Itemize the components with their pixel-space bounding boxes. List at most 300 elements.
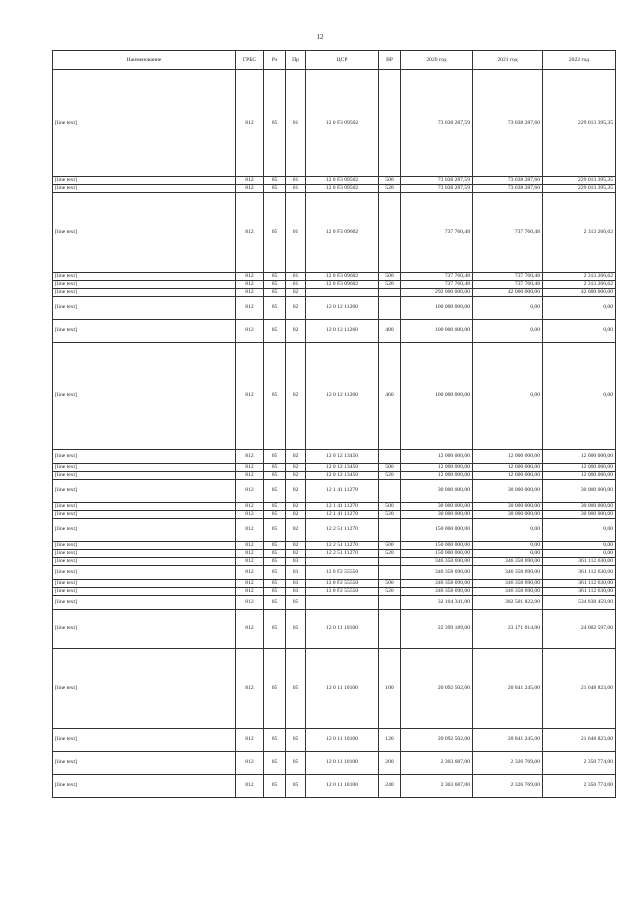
- column-header-grbs: ГРБС: [236, 51, 264, 70]
- row-csr: 12 0 11 10100: [306, 728, 379, 751]
- table-row: [53, 342, 616, 449]
- row-csr: 13 0 F2 55550: [306, 587, 379, 595]
- row-name: [line text]: [53, 463, 236, 471]
- row-name: [line text]: [53, 751, 236, 774]
- row-pr: 02: [286, 541, 306, 549]
- row-2021: 23 171 014,00: [473, 609, 543, 648]
- row-csr: 12 0 F3 09502: [306, 70, 379, 177]
- row-csr: 12 0 11 10100: [306, 609, 379, 648]
- row-pr: 02: [286, 296, 306, 319]
- row-rz: 05: [264, 342, 286, 449]
- row-2021: 382 501 822,00: [473, 595, 543, 609]
- row-name: [line text]: [53, 510, 236, 518]
- row-pr: 02: [286, 518, 306, 541]
- row-2021: 20 841 245,00: [473, 648, 543, 728]
- row-pr: 03: [286, 557, 306, 565]
- row-vr: 520: [379, 587, 401, 595]
- row-2021: 42 000 000,00: [473, 288, 543, 296]
- row-2021: 346 358 690,00: [473, 587, 543, 595]
- row-csr: 12 0 F3 09602: [306, 280, 379, 288]
- row-2021: 12 000 000,00: [473, 449, 543, 463]
- row-2020: 73 038 287,59: [401, 177, 473, 185]
- row-2022: 0,00: [543, 342, 616, 449]
- row-2022: 2 350 774,00: [543, 774, 616, 797]
- table-row: [53, 463, 616, 471]
- row-grbs: 812: [236, 192, 264, 272]
- row-2022: 0,00: [543, 541, 616, 549]
- table-row: [53, 587, 616, 595]
- row-grbs: 812: [236, 549, 264, 557]
- row-rz: 05: [264, 774, 286, 797]
- row-pr: 02: [286, 471, 306, 479]
- row-2022: 0,00: [543, 319, 616, 342]
- row-grbs: 812: [236, 449, 264, 463]
- row-2021: 0,00: [473, 342, 543, 449]
- row-2021: 12 000 000,00: [473, 471, 543, 479]
- row-vr: 500: [379, 272, 401, 280]
- row-csr: 12 0 F3 09502: [306, 177, 379, 185]
- row-pr: 05: [286, 751, 306, 774]
- row-grbs: 812: [236, 518, 264, 541]
- row-2020: 2 303 687,00: [401, 751, 473, 774]
- row-2020: 150 000 000,00: [401, 541, 473, 549]
- row-vr: [379, 595, 401, 609]
- row-name: [line text]: [53, 471, 236, 479]
- row-vr: 500: [379, 177, 401, 185]
- row-grbs: 812: [236, 502, 264, 510]
- row-csr: 12 2 51 11270: [306, 518, 379, 541]
- row-2022: 21 648 823,00: [543, 648, 616, 728]
- row-name: [line text]: [53, 296, 236, 319]
- row-grbs: 812: [236, 587, 264, 595]
- row-name: [line text]: [53, 518, 236, 541]
- row-2022: 229 013 395,35: [543, 70, 616, 177]
- row-csr: 12 1 41 11270: [306, 502, 379, 510]
- row-grbs: 812: [236, 648, 264, 728]
- row-pr: 03: [286, 565, 306, 579]
- row-name: [line text]: [53, 648, 236, 728]
- row-pr: 02: [286, 342, 306, 449]
- row-csr: 12 0 12 13450: [306, 471, 379, 479]
- column-header-2020: 2020 год: [401, 51, 473, 70]
- table-row: [53, 609, 616, 648]
- row-rz: 05: [264, 479, 286, 502]
- row-2022: 361 112 630,00: [543, 587, 616, 595]
- row-vr: 240: [379, 774, 401, 797]
- row-name: [line text]: [53, 728, 236, 751]
- row-2022: 0,00: [543, 549, 616, 557]
- row-grbs: 812: [236, 272, 264, 280]
- column-header-2022: 2022 год: [543, 51, 616, 70]
- row-grbs: 812: [236, 296, 264, 319]
- row-csr: 12 2 51 11270: [306, 549, 379, 557]
- row-csr: 12 0 12 13450: [306, 449, 379, 463]
- row-csr: 12 0 F3 09602: [306, 192, 379, 272]
- row-2021: 30 000 000,00: [473, 510, 543, 518]
- row-name: [line text]: [53, 595, 236, 609]
- row-grbs: 812: [236, 774, 264, 797]
- column-header-vr: ВР: [379, 51, 401, 70]
- row-name: [line text]: [53, 609, 236, 648]
- table-row: [53, 579, 616, 587]
- row-grbs: 812: [236, 751, 264, 774]
- column-header-pr: Пр: [286, 51, 306, 70]
- row-2020: 20 092 502,00: [401, 648, 473, 728]
- row-pr: 02: [286, 510, 306, 518]
- row-csr: [306, 288, 379, 296]
- table-body: [53, 70, 616, 798]
- row-pr: 03: [286, 587, 306, 595]
- row-vr: 500: [379, 579, 401, 587]
- row-name: [line text]: [53, 184, 236, 192]
- column-header-csr: ЦСР: [306, 51, 379, 70]
- table-row: [53, 728, 616, 751]
- row-pr: 01: [286, 272, 306, 280]
- row-2020: 30 000 000,00: [401, 510, 473, 518]
- row-pr: 02: [286, 502, 306, 510]
- table-row: [53, 774, 616, 797]
- row-rz: 05: [264, 319, 286, 342]
- row-2022: 30 000 000,00: [543, 502, 616, 510]
- row-2021: 30 000 000,00: [473, 479, 543, 502]
- row-vr: 400: [379, 319, 401, 342]
- row-name: [line text]: [53, 541, 236, 549]
- row-2022: 0,00: [543, 518, 616, 541]
- table-row: [53, 272, 616, 280]
- row-2021: 12 000 000,00: [473, 463, 543, 471]
- row-csr: [306, 557, 379, 565]
- page-number: 12: [316, 33, 324, 41]
- row-csr: [306, 595, 379, 609]
- row-name: [line text]: [53, 272, 236, 280]
- row-pr: 02: [286, 288, 306, 296]
- row-pr: 05: [286, 728, 306, 751]
- row-2022: 30 000 000,00: [543, 479, 616, 502]
- row-grbs: 812: [236, 177, 264, 185]
- row-rz: 05: [264, 177, 286, 185]
- row-2021: 73 038 287,60: [473, 177, 543, 185]
- row-rz: 05: [264, 192, 286, 272]
- row-name: [line text]: [53, 449, 236, 463]
- table-row: [53, 648, 616, 728]
- row-2021: 30 000 000,00: [473, 502, 543, 510]
- table-row: [53, 549, 616, 557]
- row-pr: 02: [286, 463, 306, 471]
- row-csr: 13 0 F2 55550: [306, 579, 379, 587]
- row-2021: 73 038 287,60: [473, 184, 543, 192]
- table-row: [53, 751, 616, 774]
- row-grbs: 812: [236, 463, 264, 471]
- row-2020: 100 000 000,00: [401, 342, 473, 449]
- row-csr: 12 0 F3 09602: [306, 272, 379, 280]
- table-row: [53, 595, 616, 609]
- row-grbs: 812: [236, 510, 264, 518]
- row-vr: 520: [379, 280, 401, 288]
- row-vr: 100: [379, 648, 401, 728]
- row-vr: [379, 609, 401, 648]
- row-2020: 150 000 000,00: [401, 518, 473, 541]
- row-name: [line text]: [53, 280, 236, 288]
- row-rz: 05: [264, 502, 286, 510]
- row-name: [line text]: [53, 288, 236, 296]
- table-row: [53, 280, 616, 288]
- row-name: [line text]: [53, 479, 236, 502]
- row-rz: 05: [264, 510, 286, 518]
- row-rz: 05: [264, 728, 286, 751]
- table-row: [53, 518, 616, 541]
- row-rz: 05: [264, 751, 286, 774]
- row-grbs: 812: [236, 728, 264, 751]
- table-row: [53, 510, 616, 518]
- row-2022: 361 112 630,00: [543, 579, 616, 587]
- row-2020: 2 303 687,00: [401, 774, 473, 797]
- table-row: [53, 288, 616, 296]
- table-row: [53, 319, 616, 342]
- row-grbs: 812: [236, 565, 264, 579]
- row-csr: 12 0 12 11260: [306, 342, 379, 449]
- row-vr: [379, 296, 401, 319]
- row-grbs: 812: [236, 288, 264, 296]
- row-pr: 05: [286, 774, 306, 797]
- row-2020: 737 760,48: [401, 272, 473, 280]
- row-csr: 12 0 11 10100: [306, 774, 379, 797]
- table-row: [53, 502, 616, 510]
- row-2022: 21 648 823,00: [543, 728, 616, 751]
- row-vr: [379, 288, 401, 296]
- row-csr: 12 1 41 11270: [306, 479, 379, 502]
- row-2020: 12 000 000,00: [401, 449, 473, 463]
- row-2020: 737 760,48: [401, 192, 473, 272]
- row-2020: 12 000 000,00: [401, 463, 473, 471]
- row-vr: [379, 449, 401, 463]
- row-2021: 737 760,48: [473, 192, 543, 272]
- row-2021: 2 326 769,00: [473, 751, 543, 774]
- row-name: [line text]: [53, 557, 236, 565]
- row-2020: 150 000 000,00: [401, 549, 473, 557]
- row-vr: 520: [379, 549, 401, 557]
- row-2021: 346 358 690,00: [473, 579, 543, 587]
- table-row: [53, 565, 616, 579]
- row-rz: 05: [264, 288, 286, 296]
- row-grbs: 812: [236, 319, 264, 342]
- row-2020: 20 092 502,00: [401, 728, 473, 751]
- row-2022: 534 838 459,00: [543, 595, 616, 609]
- row-2022: 2 313 266,62: [543, 272, 616, 280]
- row-rz: 05: [264, 280, 286, 288]
- row-2021: 20 841 245,00: [473, 728, 543, 751]
- row-grbs: 812: [236, 342, 264, 449]
- row-2020: 32 104 341,00: [401, 595, 473, 609]
- row-rz: 05: [264, 184, 286, 192]
- row-rz: 05: [264, 595, 286, 609]
- row-grbs: 812: [236, 471, 264, 479]
- row-rz: 05: [264, 648, 286, 728]
- row-grbs: 812: [236, 579, 264, 587]
- row-2021: 0,00: [473, 518, 543, 541]
- row-rz: 05: [264, 557, 286, 565]
- table-row: [53, 192, 616, 272]
- row-csr: 12 0 F3 09502: [306, 184, 379, 192]
- column-header-2021: 2021 год: [473, 51, 543, 70]
- row-grbs: 812: [236, 609, 264, 648]
- row-name: [line text]: [53, 774, 236, 797]
- row-name: [line text]: [53, 502, 236, 510]
- row-rz: 05: [264, 579, 286, 587]
- row-2021: 737 760,48: [473, 272, 543, 280]
- row-2022: 12 000 000,00: [543, 471, 616, 479]
- row-vr: 520: [379, 471, 401, 479]
- row-pr: 01: [286, 177, 306, 185]
- row-pr: 05: [286, 609, 306, 648]
- row-2020: 737 760,48: [401, 280, 473, 288]
- row-pr: 02: [286, 319, 306, 342]
- table-row: [53, 541, 616, 549]
- row-2022: 361 112 630,00: [543, 557, 616, 565]
- row-2022: 229 013 395,35: [543, 184, 616, 192]
- row-vr: 520: [379, 510, 401, 518]
- row-2022: 30 000 000,00: [543, 510, 616, 518]
- row-pr: 05: [286, 648, 306, 728]
- row-2022: 2 313 266,62: [543, 192, 616, 272]
- row-rz: 05: [264, 549, 286, 557]
- row-rz: 05: [264, 565, 286, 579]
- row-csr: 12 1 41 11270: [306, 510, 379, 518]
- row-2020: 30 000 000,00: [401, 479, 473, 502]
- row-2020: 292 000 000,00: [401, 288, 473, 296]
- row-vr: [379, 518, 401, 541]
- row-rz: 05: [264, 449, 286, 463]
- row-rz: 05: [264, 518, 286, 541]
- column-header-rz: Рз: [264, 51, 286, 70]
- row-2020: 100 000 000,00: [401, 319, 473, 342]
- row-pr: 02: [286, 479, 306, 502]
- row-csr: 13 0 F2 55550: [306, 565, 379, 579]
- row-2020: 73 038 287,59: [401, 184, 473, 192]
- row-2022: 229 013 395,35: [543, 177, 616, 185]
- row-vr: [379, 70, 401, 177]
- row-vr: 500: [379, 541, 401, 549]
- row-2020: 100 000 000,00: [401, 296, 473, 319]
- row-2022: 2 313 266,62: [543, 280, 616, 288]
- row-grbs: 812: [236, 595, 264, 609]
- row-2021: 0,00: [473, 296, 543, 319]
- row-2021: 0,00: [473, 319, 543, 342]
- row-grbs: 812: [236, 541, 264, 549]
- row-grbs: 812: [236, 280, 264, 288]
- row-rz: 05: [264, 70, 286, 177]
- row-2020: 22 399 189,00: [401, 609, 473, 648]
- row-rz: 05: [264, 541, 286, 549]
- table-row: [53, 177, 616, 185]
- row-name: [line text]: [53, 177, 236, 185]
- row-rz: 05: [264, 296, 286, 319]
- row-vr: [379, 192, 401, 272]
- row-csr: 12 2 51 11270: [306, 541, 379, 549]
- row-csr: 12 0 12 13450: [306, 463, 379, 471]
- row-vr: [379, 557, 401, 565]
- row-2020: 30 000 000,00: [401, 502, 473, 510]
- row-name: [line text]: [53, 70, 236, 177]
- row-pr: 01: [286, 70, 306, 177]
- row-pr: 02: [286, 549, 306, 557]
- row-vr: 500: [379, 463, 401, 471]
- row-grbs: 812: [236, 479, 264, 502]
- row-vr: [379, 565, 401, 579]
- row-2022: 12 000 000,00: [543, 463, 616, 471]
- row-2021: 0,00: [473, 541, 543, 549]
- table-row: [53, 296, 616, 319]
- row-rz: 05: [264, 609, 286, 648]
- row-name: [line text]: [53, 342, 236, 449]
- column-header-name: Наименование: [53, 51, 236, 70]
- row-2020: 346 358 690,00: [401, 557, 473, 565]
- row-vr: 120: [379, 728, 401, 751]
- table-row: [53, 70, 616, 177]
- row-rz: 05: [264, 471, 286, 479]
- row-csr: 12 0 11 10100: [306, 751, 379, 774]
- table-row: [53, 184, 616, 192]
- row-2021: 737 760,48: [473, 280, 543, 288]
- row-grbs: 812: [236, 70, 264, 177]
- row-2020: 12 000 000,00: [401, 471, 473, 479]
- row-2022: 42 000 000,00: [543, 288, 616, 296]
- row-pr: 02: [286, 449, 306, 463]
- row-2022: 24 002 597,00: [543, 609, 616, 648]
- row-grbs: 812: [236, 184, 264, 192]
- table-row: [53, 557, 616, 565]
- row-vr: [379, 479, 401, 502]
- row-2020: 346 358 690,00: [401, 565, 473, 579]
- header-row: [53, 51, 616, 70]
- row-pr: 01: [286, 192, 306, 272]
- row-name: [line text]: [53, 319, 236, 342]
- row-2021: 73 038 287,60: [473, 70, 543, 177]
- row-2021: 346 358 690,00: [473, 557, 543, 565]
- row-rz: 05: [264, 587, 286, 595]
- row-rz: 05: [264, 272, 286, 280]
- row-vr: 500: [379, 502, 401, 510]
- row-2022: 361 112 630,00: [543, 565, 616, 579]
- row-name: [line text]: [53, 549, 236, 557]
- row-name: [line text]: [53, 587, 236, 595]
- row-pr: 05: [286, 595, 306, 609]
- row-vr: 460: [379, 342, 401, 449]
- table-row: [53, 471, 616, 479]
- row-pr: 01: [286, 280, 306, 288]
- budget-table: [52, 50, 616, 798]
- row-2021: 2 326 769,00: [473, 774, 543, 797]
- table-row: [53, 449, 616, 463]
- row-vr: 520: [379, 184, 401, 192]
- row-csr: 12 0 12 11260: [306, 319, 379, 342]
- row-2020: 73 038 287,59: [401, 70, 473, 177]
- table-row: [53, 479, 616, 502]
- row-2021: 0,00: [473, 549, 543, 557]
- row-pr: 03: [286, 579, 306, 587]
- row-pr: 01: [286, 184, 306, 192]
- row-2022: 0,00: [543, 296, 616, 319]
- row-2022: 2 350 774,00: [543, 751, 616, 774]
- row-2020: 346 358 690,00: [401, 579, 473, 587]
- row-2021: 346 358 690,00: [473, 565, 543, 579]
- row-grbs: 812: [236, 557, 264, 565]
- row-rz: 05: [264, 463, 286, 471]
- row-name: [line text]: [53, 192, 236, 272]
- row-name: [line text]: [53, 579, 236, 587]
- row-csr: 12 0 12 11260: [306, 296, 379, 319]
- row-2022: 12 000 000,00: [543, 449, 616, 463]
- row-name: [line text]: [53, 565, 236, 579]
